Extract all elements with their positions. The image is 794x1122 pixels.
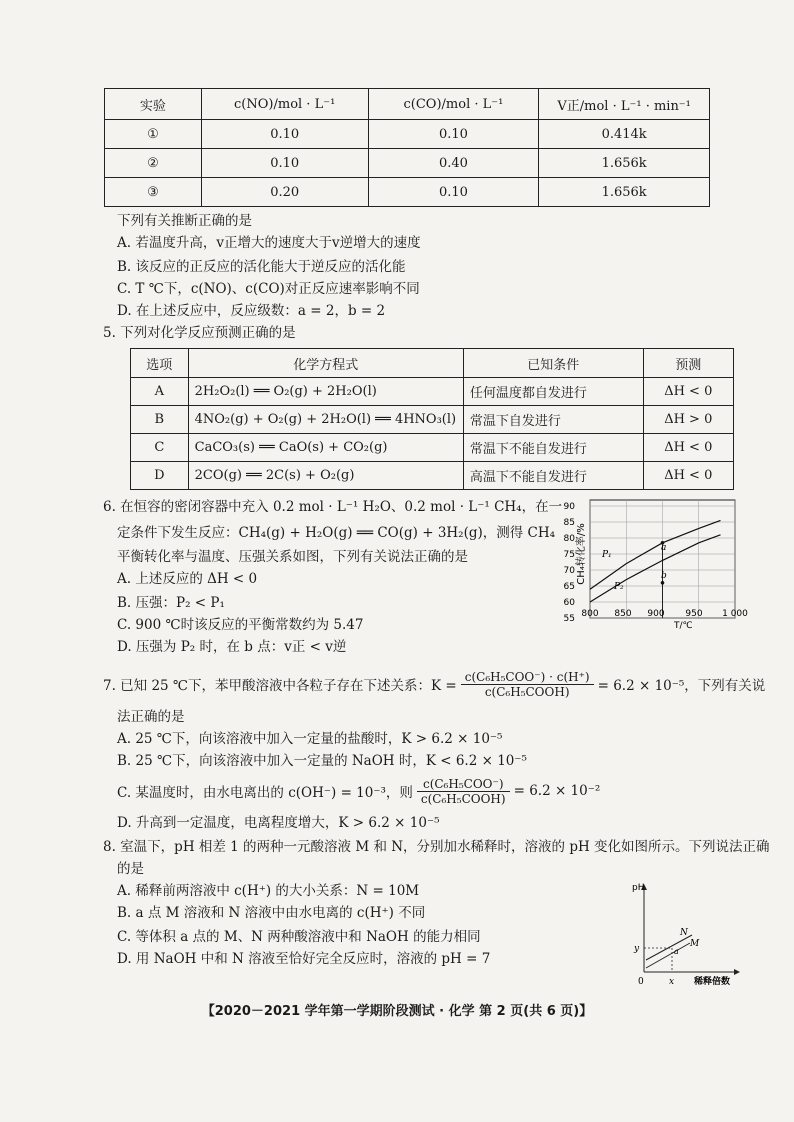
q8-option-b: B. a 点 M 溶液和 N 溶液中由水电离的 c(H⁺) 不同: [117, 905, 426, 921]
q4-option-d: D. 在上述反应中，反应级数：a = 2，b = 2: [117, 303, 386, 319]
label-y: y: [634, 944, 640, 954]
q5-cell: C: [131, 434, 189, 462]
table1-cell: 1.656k: [539, 178, 710, 207]
q5-cell: 高温下不能自发进行: [463, 462, 643, 490]
q7-stem-line2: 法正确的是: [117, 709, 185, 725]
chart-grid: [590, 500, 735, 618]
label-m: M: [690, 939, 700, 949]
table1-cell: 0.20: [201, 178, 368, 207]
reaction-prediction-table: [130, 348, 734, 490]
curve-m: [646, 943, 690, 968]
table1-header: V正/mol · L⁻¹ · min⁻¹: [539, 89, 710, 120]
k-fraction: [461, 670, 594, 699]
q8-option-d: D. 用 NaOH 中和 N 溶液至恰好完全反应时，溶液的 pH = 7: [117, 951, 491, 967]
dilution-axis-label: 稀释倍数: [694, 977, 731, 987]
q6-option-d: D. 压强为 P₂ 时，在 b 点：v正 < v逆: [117, 639, 347, 655]
y-tick: 55: [563, 614, 575, 624]
q7-option-a: A. 25 ℃下，向该溶液中加入一定量的盐酸时，K > 6.2 × 10⁻⁵: [117, 731, 503, 747]
table1-cell: 0.40: [368, 149, 539, 178]
label-a: a: [674, 947, 679, 956]
q5-cell: 任何温度都自发进行: [463, 378, 643, 406]
k-numerator: c(C₆H₅COO⁻) · c(H⁺): [461, 670, 594, 685]
q4-option-c: C. T ℃下，c(NO)、c(CO)对正反应速率影响不同: [117, 281, 420, 297]
y-tick: 75: [563, 550, 575, 560]
label-n: N: [680, 928, 688, 938]
q7-option-c-post: = 6.2 × 10⁻²: [513, 783, 601, 799]
q5-header: 已知条件: [463, 349, 643, 378]
q5-cell: CaCO₃(s) ══ CaO(s) + CO₂(g): [188, 434, 463, 462]
q5-cell: ΔH < 0: [643, 434, 733, 462]
q8-line2: 的是: [117, 861, 144, 877]
q4-option-b: B. 该反应的正反应的活化能大于逆反应的活化能: [117, 259, 406, 275]
curve-n: [646, 935, 692, 960]
table1-cell: ①: [105, 120, 202, 149]
label-x: x: [669, 977, 675, 987]
q5-stem: 5. 下列对化学反应预测正确的是: [103, 325, 296, 341]
option-c-numerator: c(C₆H₅COO⁻): [417, 777, 510, 792]
x-axis-arrow: [734, 969, 740, 975]
point-label-b: b: [661, 571, 667, 581]
ph-dilution-chart: [630, 880, 750, 990]
q5-cell: 常温下不能自发进行: [463, 434, 643, 462]
q7-option-c: [117, 772, 600, 810]
q7-option-b: B. 25 ℃下，向该溶液中加入一定量的 NaOH 时，K < 6.2 × 10⁻⁵: [117, 753, 527, 769]
k-denominator: c(C₆H₅COOH): [484, 684, 570, 699]
q6-line1: 6. 在恒容的密闭容器中充入 0.2 mol · L⁻¹ H₂O、0.2 mol · L⁻¹ CH₄，在一: [103, 499, 563, 515]
q6-option-b: B. 压强：P₂ < P₁: [117, 595, 225, 611]
q5-header: 预测: [643, 349, 733, 378]
q6-line3: 平衡转化率与温度、压强关系如图，下列有关说法正确的是: [117, 549, 468, 565]
y-tick: 65: [563, 582, 575, 592]
point-b: [661, 581, 665, 585]
table1-cell: ②: [105, 149, 202, 178]
q5-cell: 4NO₂(g) + O₂(g) + 2H₂O(l) ══ 4HNO₃(l): [188, 406, 463, 434]
conversion-chart: [554, 492, 750, 632]
option-c-fraction: [417, 777, 510, 806]
x-tick: 850: [614, 609, 632, 619]
q5-cell: 2H₂O₂(l) ══ O₂(g) + 2H₂O(l): [188, 378, 463, 406]
table1-cell: ③: [105, 178, 202, 207]
y-tick: 80: [563, 534, 575, 544]
q5-header: 化学方程式: [188, 349, 463, 378]
x-tick: 1 000: [722, 609, 748, 619]
x-tick: 900: [647, 609, 665, 619]
x-tick: 800: [581, 609, 599, 619]
y-tick: 85: [563, 518, 575, 528]
ph-axis-label: pH: [632, 883, 645, 893]
q4-option-a: A. 若温度升高，v正增大的速度大于v逆增大的速度: [117, 235, 421, 251]
table1-cell: 1.656k: [539, 149, 710, 178]
q6-option-c: C. 900 ℃时该反应的平衡常数约为 5.47: [117, 617, 364, 633]
q5-cell: ΔH < 0: [643, 378, 733, 406]
q4-prompt: 下列有关推断正确的是: [117, 213, 252, 229]
q5-cell: A: [131, 378, 189, 406]
option-c-denominator: c(C₆H₅COOH): [420, 791, 506, 806]
curve-label-p2: P₂: [614, 582, 624, 592]
table1-cell: 0.414k: [539, 120, 710, 149]
table1-cell: 0.10: [201, 120, 368, 149]
q7-stem-pre: 7. 已知 25 ℃下，苯甲酸溶液中各粒子存在下述关系：K =: [103, 678, 457, 694]
q7-option-c-pre: C. 某温度时，由水电离出的 c(OH⁻) = 10⁻³，则: [117, 785, 413, 801]
y-axis-label: CH₄转化率/%: [576, 523, 587, 585]
point-label-a: a: [661, 543, 667, 553]
q8-option-c: C. 等体积 a 点的 M、N 两种酸溶液中和 NaOH 的能力相同: [117, 929, 481, 945]
q5-header: 选项: [131, 349, 189, 378]
x-axis-label: T/℃: [674, 621, 693, 631]
chart-curves: [590, 520, 721, 602]
table1-header: c(CO)/mol · L⁻¹: [368, 89, 539, 120]
curve-label-p1: P₁: [602, 550, 612, 560]
label-origin: 0: [638, 977, 644, 987]
table1-cell: 0.10: [368, 120, 539, 149]
table1-cell: 0.10: [201, 149, 368, 178]
q6-option-a: A. 上述反应的 ΔH < 0: [117, 571, 258, 587]
q5-cell: D: [131, 462, 189, 490]
q5-cell: ΔH < 0: [643, 462, 733, 490]
table1-header: 实验: [105, 89, 202, 120]
page-footer: 【2020－2021 学年第一学期阶段测试 · 化学 第 2 页(共 6 页)】: [201, 1004, 593, 1019]
q5-cell: B: [131, 406, 189, 434]
table1-cell: 0.10: [368, 178, 539, 207]
q6-line2: 定条件下发生反应：CH₄(g) + H₂O(g) ══ CO(g) + 3H₂(g)，测得 CH₄: [117, 525, 556, 541]
q7-option-d: D. 升高到一定温度，电离程度增大，K > 6.2 × 10⁻⁵: [117, 815, 440, 831]
q8-option-a: A. 稀释前两溶液中 c(H⁺) 的大小关系：N = 10M: [117, 883, 420, 899]
q8-line1: 8. 室温下，pH 相差 1 的两种一元酸溶液 M 和 N，分别加水稀释时，溶液的 pH 变化如图所示。下列说法正确: [103, 839, 770, 855]
x-tick: 950: [685, 609, 703, 619]
rate-data-table: [104, 88, 710, 207]
q7-stem: [103, 666, 765, 702]
y-tick: 90: [563, 502, 575, 512]
q5-cell: 2CO(g) ══ 2C(s) + O₂(g): [188, 462, 463, 490]
series-line-2: [590, 535, 721, 602]
q5-cell: 常温下自发进行: [463, 406, 643, 434]
q7-stem-post: = 6.2 × 10⁻⁵，下列有关说: [597, 678, 766, 694]
table1-header: c(NO)/mol · L⁻¹: [201, 89, 368, 120]
y-tick: 70: [563, 566, 575, 576]
y-tick: 60: [563, 598, 575, 608]
q5-cell: ΔH > 0: [643, 406, 733, 434]
